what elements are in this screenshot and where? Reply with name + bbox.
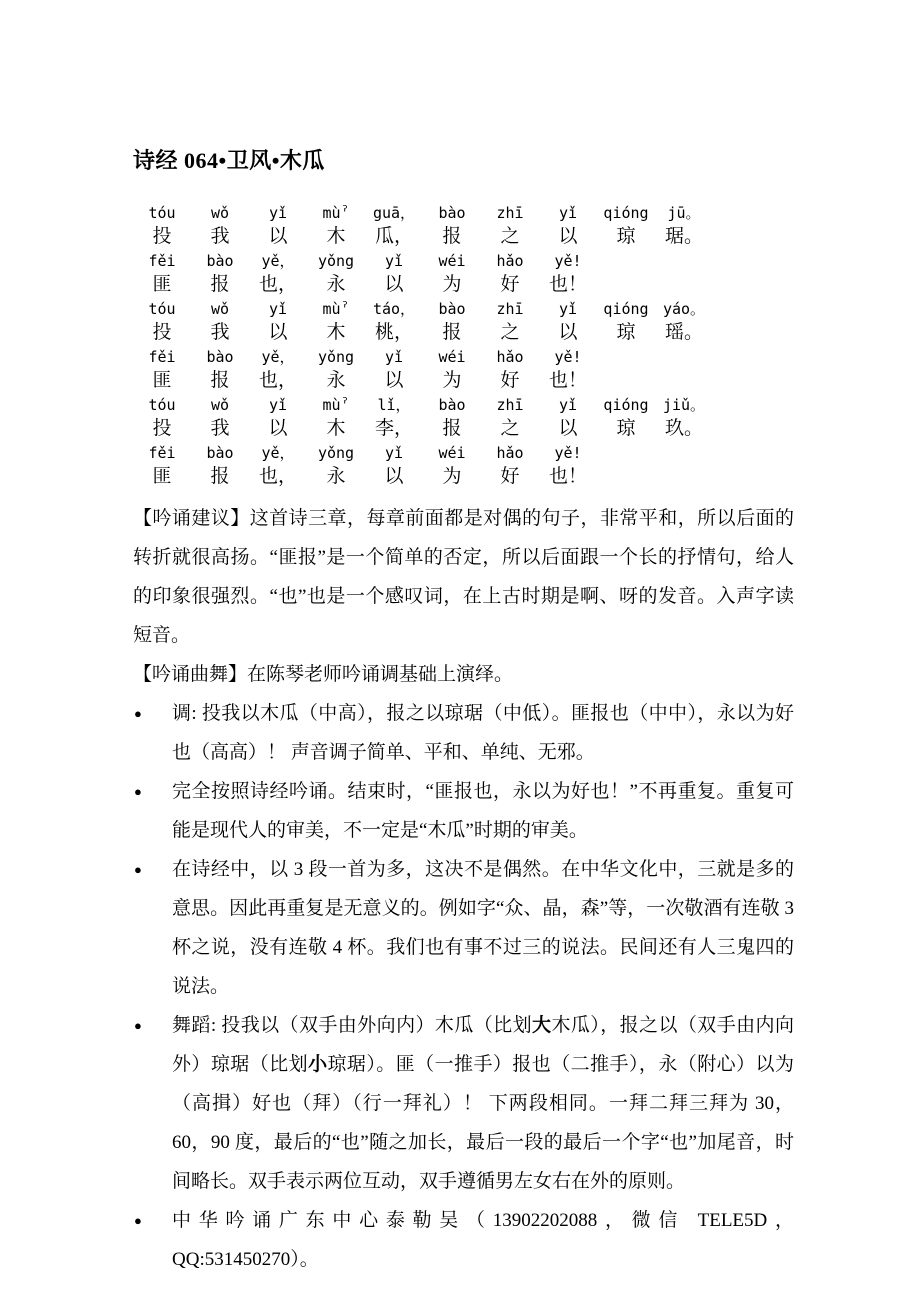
poem-cell: 以 <box>268 418 288 439</box>
poem-cell: mùˀ <box>322 204 350 222</box>
poem-cell: 我 <box>210 226 230 247</box>
bullet-icon: ● <box>134 862 142 877</box>
poem-cell: 以 <box>558 418 578 439</box>
note-text: 完全按照诗经吟诵。结束时，“匪报也，永以为好也！”不再重复。重复可能是现代人的审美，不一定是“木瓜”时期的审美。 <box>172 781 794 841</box>
poem-cell: qióng <box>603 300 649 318</box>
poem-cell: yě! <box>554 348 582 366</box>
poem-cell: 以 <box>268 226 288 247</box>
poem-cell: bào <box>206 348 234 366</box>
poem-cell: 投 <box>152 322 172 343</box>
poem-cell: 以 <box>558 322 578 343</box>
note-item <box>133 772 794 850</box>
poem-cell: hǎo <box>496 348 524 366</box>
poem-cell: 匪 <box>152 466 172 487</box>
poem-cell: yě! <box>554 444 582 462</box>
poem-cell: yǐ <box>268 300 288 318</box>
poem-cell: fěi <box>148 444 176 462</box>
poem-cell: bào <box>438 300 466 318</box>
poem-row-hanzi <box>133 225 794 249</box>
poem-cell: 也， <box>258 370 297 391</box>
poem-row-pinyin <box>133 249 794 273</box>
poem-cell: 以 <box>558 226 578 247</box>
poem-cell: 我 <box>210 418 230 439</box>
poem-cell: 好 <box>500 274 520 295</box>
poem-cell: yǐ <box>384 444 404 462</box>
poem-cell: 永 <box>326 274 346 295</box>
poem-cell: wǒ <box>210 396 230 414</box>
poem-cell: yǐ <box>384 348 404 366</box>
poem-cell: 木 <box>326 322 346 343</box>
poem-cell: 也， <box>258 466 297 487</box>
poem-cell: tóu <box>148 204 176 222</box>
poem-cell: 桃， <box>374 322 413 343</box>
poem-cell: mùˀ <box>322 396 350 414</box>
poem-cell: 匪 <box>152 274 172 295</box>
poem-cell: 琼 <box>616 226 636 247</box>
note-item <box>133 694 794 772</box>
poem-cell: jū。 <box>667 204 701 222</box>
poem-cell: 永 <box>326 370 346 391</box>
poem-cell: yǐ <box>268 396 288 414</box>
poem-cell: fěi <box>148 252 176 270</box>
poem-cell: 以 <box>384 274 404 295</box>
poem-cell: yǒng <box>317 348 355 366</box>
poem-cell: 也！ <box>548 466 587 487</box>
poem-cell: guā， <box>372 204 416 222</box>
poem-row-hanzi <box>133 369 794 393</box>
poem-cell: 琼 <box>616 322 636 343</box>
poem-cell: 之 <box>500 322 520 343</box>
poem-cell: 报 <box>210 370 230 391</box>
poem-cell: lǐ， <box>377 396 411 414</box>
poem-cell: 匪 <box>152 370 172 391</box>
poem-cell: zhī <box>496 204 524 222</box>
poem-cell: yǐ <box>558 300 578 318</box>
poem-cell: yáo。 <box>662 300 706 318</box>
poem-cell: yě， <box>261 444 295 462</box>
poem-cell: yě， <box>261 252 295 270</box>
poem-cell: 琼 <box>616 418 636 439</box>
bullet-icon: ● <box>134 784 142 799</box>
poem-cell: 瑶。 <box>664 322 703 343</box>
poem-cell: 报 <box>442 322 462 343</box>
note-item <box>133 850 794 1006</box>
poem-table <box>133 201 794 489</box>
poem-row-hanzi <box>133 417 794 441</box>
poem-row-pinyin <box>133 441 794 465</box>
poem-cell: wǒ <box>210 300 230 318</box>
bullet-icon: ● <box>134 1018 142 1033</box>
poem-row-pinyin <box>133 297 794 321</box>
note-text: 中华吟诵广东中心泰勒吴（13902202088，微信 TELE5D，QQ:531450270）。 <box>172 1210 794 1270</box>
poem-cell: tóu <box>148 396 176 414</box>
poem-cell: 也， <box>258 274 297 295</box>
poem-cell: wéi <box>438 348 466 366</box>
poem-cell: 玖。 <box>664 418 703 439</box>
poem-cell: 以 <box>384 370 404 391</box>
note-text: 在诗经中，以 3 段一首为多，这决不是偶然。在中华文化中，三就是多的意思。因此再重复是无意义的。例如字“众、晶，森”等，一次敬酒有连敬 3 杯之说，没有连敬 4 杯。我们也有事不过三的说法。民间还有人三鬼四的说法。 <box>172 859 794 997</box>
poem-cell: 瓜， <box>374 226 413 247</box>
poem-cell: yǐ <box>558 204 578 222</box>
poem-cell: zhī <box>496 396 524 414</box>
poem-cell: 琚。 <box>664 226 703 247</box>
poem-cell: 投 <box>152 226 172 247</box>
poem-cell: yě， <box>261 348 295 366</box>
poem-cell: 好 <box>500 466 520 487</box>
note-item <box>133 1006 794 1201</box>
bullet-icon: ● <box>134 1213 142 1228</box>
paragraph-recitation-advice: 【吟诵建议】这首诗三章，每章前面都是对偶的句子，非常平和，所以后面的转折就很高扬。“匪报”是一个简单的否定，所以后面跟一个长的抒情句，给人的印象很强烈。“也”也是一个感叹词，在上古时期是啊、呀的发音。入声字读短音。 <box>133 508 794 646</box>
poem-cell: 之 <box>500 226 520 247</box>
poem-cell: 为 <box>442 370 462 391</box>
note-text: 舞蹈: 投我以（双手由外向内）木瓜（比划大木瓜），报之以（双手由内向外）琼琚（比划小琼琚）。匪（一推手）报也（二推手），永（附心）以为（高揖）好也（拜）（行一拜礼）！ 下两段相同。一拜二拜三拜为 30，60，90 度，最后的“也”随之加长，最后一段的最后一个字“也”加尾音，时间略长。双手表示两位互动，双手遵循男左女右在外的原则。 <box>172 1015 794 1192</box>
poem-cell: 以 <box>384 466 404 487</box>
poem-cell: jiǔ。 <box>662 396 706 414</box>
poem-cell: wǒ <box>210 204 230 222</box>
poem-cell: 为 <box>442 274 462 295</box>
poem-cell: 以 <box>268 322 288 343</box>
poem-row-pinyin <box>133 393 794 417</box>
poem-cell: 投 <box>152 418 172 439</box>
poem-row-pinyin <box>133 201 794 225</box>
poem-cell: bào <box>206 252 234 270</box>
poem-cell: 为 <box>442 466 462 487</box>
poem-cell: qióng <box>603 396 649 414</box>
poem-row-hanzi <box>133 465 794 489</box>
poem-cell: yǒng <box>317 444 355 462</box>
poem-cell: hǎo <box>496 444 524 462</box>
poem-cell: 永 <box>326 466 346 487</box>
poem-cell: zhī <box>496 300 524 318</box>
poem-cell: 之 <box>500 418 520 439</box>
poem-cell: mùˀ <box>322 300 350 318</box>
poem-cell: bào <box>438 396 466 414</box>
poem-cell: bào <box>206 444 234 462</box>
poem-cell: 李， <box>374 418 413 439</box>
poem-cell: 报 <box>210 274 230 295</box>
poem-cell: 也！ <box>548 370 587 391</box>
paragraph-recitation-dance-intro: 【吟诵曲舞】在陈琴老师吟诵调基础上演绎。 <box>133 664 514 685</box>
poem-cell: 报 <box>210 466 230 487</box>
poem-cell: 木 <box>326 226 346 247</box>
poem-cell: yǐ <box>384 252 404 270</box>
poem-row-hanzi <box>133 321 794 345</box>
notes-list <box>133 694 794 1279</box>
poem-cell: hǎo <box>496 252 524 270</box>
poem-cell: yě! <box>554 252 582 270</box>
poem-cell: 报 <box>442 226 462 247</box>
poem-cell: yǐ <box>558 396 578 414</box>
poem-cell: 报 <box>442 418 462 439</box>
poem-cell: yǐ <box>268 204 288 222</box>
note-item <box>133 1201 794 1279</box>
poem-row-pinyin <box>133 345 794 369</box>
poem-row-hanzi <box>133 273 794 297</box>
poem-cell: wéi <box>438 252 466 270</box>
poem-cell: fěi <box>148 348 176 366</box>
poem-cell: bào <box>438 204 466 222</box>
poem-cell: 木 <box>326 418 346 439</box>
poem-cell: 好 <box>500 370 520 391</box>
note-text: 调: 投我以木瓜（中高），报之以琼琚（中低）。匪报也（中中），永以为好也（高高）！ 声音调子简单、平和、单纯、无邪。 <box>172 703 794 763</box>
poem-cell: wéi <box>438 444 466 462</box>
poem-cell: yǒng <box>317 252 355 270</box>
poem-cell: tóu <box>148 300 176 318</box>
bullet-icon: ● <box>134 706 142 721</box>
poem-cell: táo， <box>372 300 416 318</box>
poem-cell: 我 <box>210 322 230 343</box>
poem-cell: 也！ <box>548 274 587 295</box>
page-title: 诗经 064•卫风•木瓜 <box>133 148 325 173</box>
poem-cell: qióng <box>603 204 649 222</box>
